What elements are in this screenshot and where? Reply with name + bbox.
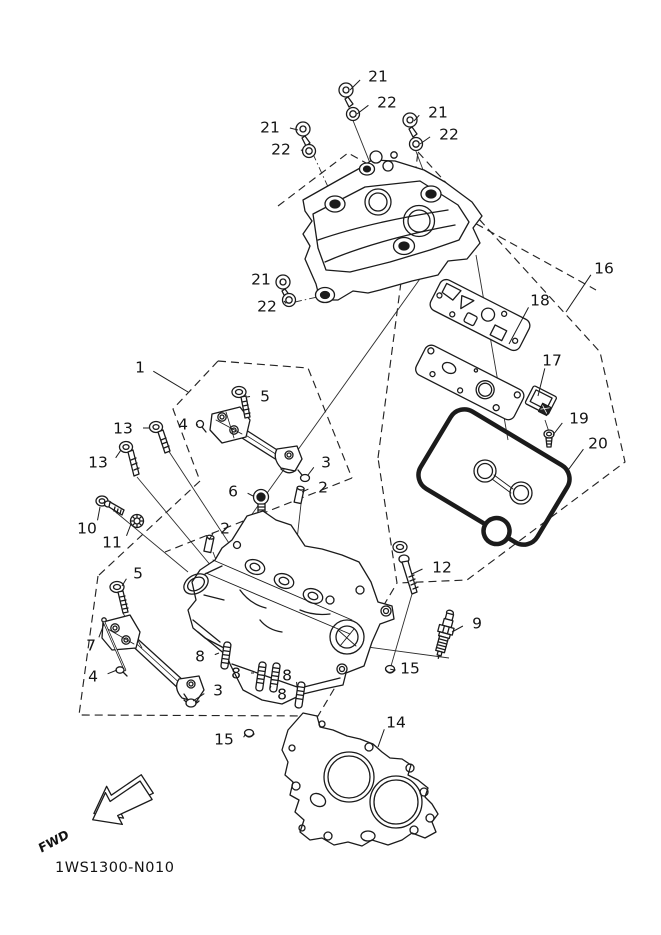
callout-label-15-34: 15	[214, 730, 234, 749]
callout-label-22-1: 22	[377, 93, 397, 112]
callout-label-8-29: 8	[231, 664, 241, 683]
callout-label-21-0: 21	[368, 67, 388, 86]
callout-label-18-9: 18	[530, 291, 550, 310]
callout-label-8-30: 8	[282, 666, 292, 685]
bolt-13-b	[120, 442, 140, 477]
part-number-text: 1WS1300-N010	[55, 860, 175, 876]
upper-cam-bracket	[210, 407, 302, 473]
callout-label-7-27: 7	[86, 636, 96, 655]
callout-leader-14-36	[378, 729, 384, 747]
cover-gasket-20	[406, 403, 576, 561]
spark-plug-9	[431, 609, 458, 661]
pin-3-upper	[298, 470, 310, 482]
head-gasket-14	[282, 713, 438, 846]
callout-label-9-26: 9	[472, 614, 482, 633]
callout-label-3-18: 3	[321, 453, 331, 472]
callout-label-3-32: 3	[213, 681, 223, 700]
callout-label-15-35: 15	[400, 659, 420, 678]
callout-leader-8-28	[215, 653, 219, 655]
callout-leader-22-1	[357, 105, 368, 114]
callout-label-22-5: 22	[271, 140, 291, 159]
callout-label-5-25: 5	[133, 564, 143, 583]
bolt-13-a	[150, 422, 171, 454]
callout-leader-20-12	[566, 449, 583, 473]
washer-11	[131, 515, 144, 528]
callout-leader-19-11	[553, 423, 562, 435]
callout-leader-4-33	[108, 670, 117, 674]
lower-cam-bracket	[102, 615, 204, 704]
bolt-19	[544, 430, 554, 447]
callout-leader-5-14	[247, 397, 250, 398]
callout-label-8-28: 8	[195, 647, 205, 666]
callout-label-4-33: 4	[88, 667, 98, 686]
dowel-2-upper	[294, 486, 304, 504]
bolt-21-c	[296, 122, 310, 146]
grommet-22-c	[303, 145, 316, 158]
callout-leader-21-6	[280, 281, 281, 283]
bolt-12	[393, 542, 418, 595]
callout-label-4-15: 4	[178, 415, 188, 434]
grommet-22-d	[283, 294, 296, 307]
pin-4-upper	[197, 421, 207, 433]
callout-label-10-21: 10	[77, 519, 97, 538]
callout-leader-1-13	[153, 371, 188, 392]
callout-label-17-10: 17	[542, 351, 562, 370]
callout-label-5-14: 5	[260, 387, 270, 406]
callout-label-16-8: 16	[594, 259, 614, 278]
bolt-5-lower	[110, 582, 128, 614]
callout-label-21-6: 21	[251, 270, 271, 289]
clamp-17	[524, 385, 557, 416]
callout-label-22-7: 22	[257, 297, 277, 316]
callout-label-19-11: 19	[569, 409, 589, 428]
fwd-arrow-label: FWD	[36, 826, 71, 856]
callout-label-20-12: 20	[588, 434, 608, 453]
dowel-2-lower	[204, 535, 214, 553]
callout-leader-10-21	[98, 507, 101, 520]
callout-leader-6-20	[248, 493, 253, 496]
callout-label-21-4: 21	[260, 118, 280, 137]
callout-label-6-20: 6	[228, 482, 238, 501]
callout-label-21-2: 21	[428, 103, 448, 122]
callout-label-8-31: 8	[277, 685, 287, 704]
callout-label-11-22: 11	[102, 533, 122, 552]
callout-label-13-16: 13	[113, 419, 133, 438]
bolt-21-a	[339, 83, 353, 107]
bolt-10	[96, 496, 124, 515]
callout-label-13-17: 13	[88, 453, 108, 472]
callout-label-2-19: 2	[318, 478, 328, 497]
cylinder-head-cover	[303, 151, 482, 303]
cap-15-a	[245, 730, 255, 738]
callout-label-12-24: 12	[432, 558, 452, 577]
callout-label-1-13: 1	[135, 358, 145, 377]
callout-label-14-36: 14	[386, 713, 406, 732]
callout-leader-11-22	[127, 524, 132, 536]
region-corridor-left	[98, 481, 200, 576]
callout-leader-3-18	[308, 467, 314, 475]
callout-label-2-23: 2	[220, 519, 230, 538]
callout-leader-13-17	[116, 450, 121, 458]
callout-leader-15-34	[244, 735, 245, 737]
fwd-arrow	[27, 768, 159, 864]
bolt-21-b	[403, 113, 417, 137]
callout-leader-12-24	[412, 569, 423, 574]
breather-plate-18	[428, 277, 533, 353]
callout-label-22-3: 22	[439, 125, 459, 144]
